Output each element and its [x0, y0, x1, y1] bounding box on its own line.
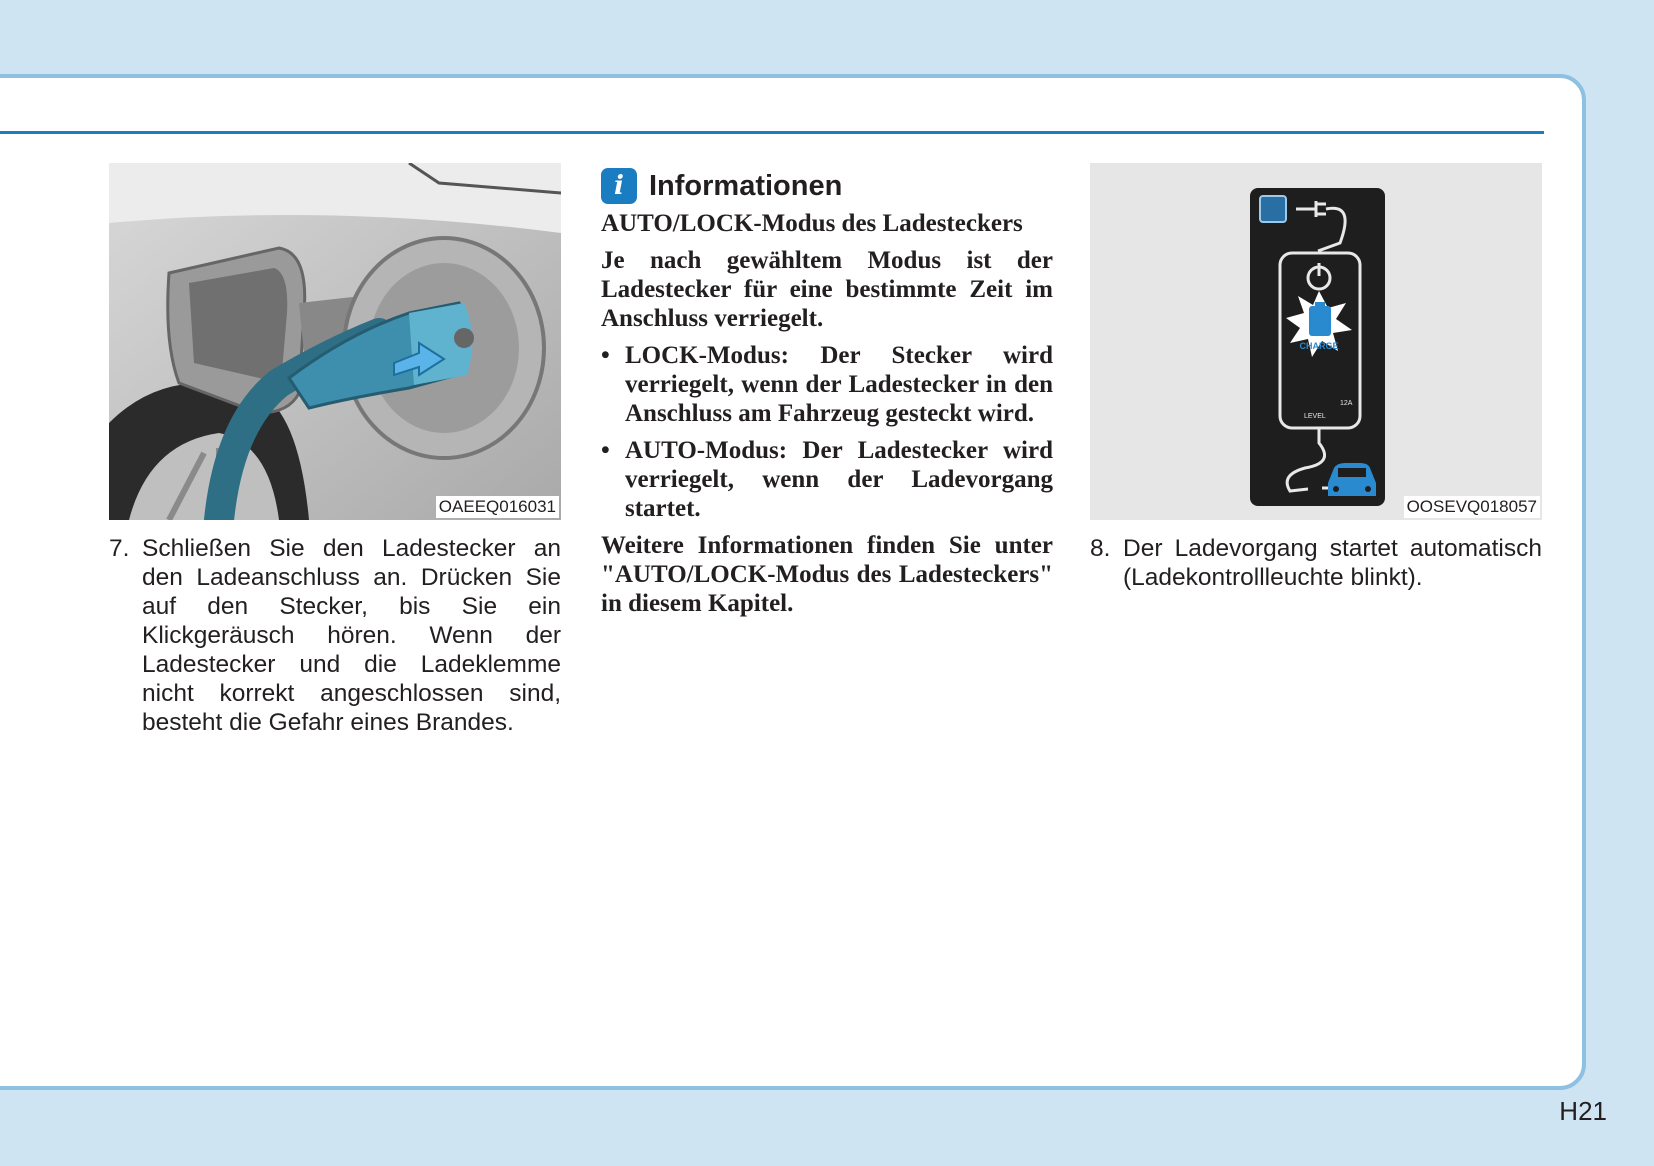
- column-left: [109, 163, 561, 737]
- page-number: H21: [1559, 1096, 1607, 1126]
- step-8: [1090, 534, 1542, 592]
- info-title: Informationen: [649, 169, 843, 202]
- charge-indicator-illustration: [1090, 163, 1542, 520]
- info-body: [601, 209, 1053, 618]
- bullet-text: AUTO-Modus: Der Ladestecker wird verriegelt, wenn der Ladevorgang startet.: [625, 437, 1053, 522]
- charge-indicator-figure: [1090, 163, 1542, 520]
- step-text: Schließen Sie den Ladestecker an den Ladeanschluss an. Drücken Sie auf den Stecker, bis Sie ein Klickgeräusch hören. Wenn der Ladestecker und die Ladeklemme nicht korrekt angeschlossen sind, besteht die Gefahr eines Brandes.: [142, 535, 561, 736]
- charge-label: CHARGE: [1299, 341, 1339, 351]
- column-right: [1090, 163, 1542, 592]
- info-footer: Weitere Informationen finden Sie unter "AUTO/LOCK-Modus des Ladesteckers" in diesem Kapitel.: [601, 532, 1053, 617]
- step-number: 8.: [1090, 535, 1111, 562]
- step-text: Der Ladevorgang startet automatisch (Ladekontrollleuchte blinkt).: [1123, 535, 1542, 591]
- bullet-dot: •: [601, 342, 610, 369]
- info-icon: i: [601, 168, 637, 204]
- bullet-text: LOCK-Modus: Der Stecker wird verriegelt, wenn der Ladestecker in den Anschluss am Fahrzeug gesteckt wird.: [625, 342, 1053, 427]
- info-bullet-auto: [601, 436, 1053, 523]
- figure-code: OOSEVQ018057: [1404, 496, 1540, 518]
- bullet-dot: •: [601, 437, 610, 464]
- charging-plug-illustration: [109, 163, 561, 520]
- level-label: LEVEL: [1304, 413, 1326, 420]
- info-bullet-lock: [601, 341, 1053, 428]
- figure-code: OAEEQ016031: [436, 496, 559, 518]
- column-middle: [601, 163, 1053, 626]
- info-intro: Je nach gewähltem Modus ist der Ladestecker für eine bestimmte Zeit im Anschluss verriegelt.: [601, 247, 1053, 332]
- info-subtitle: AUTO/LOCK-Modus des Ladesteckers: [601, 210, 1023, 237]
- step-number: 7.: [109, 535, 130, 562]
- charging-plug-figure: [109, 163, 561, 520]
- step-7: [109, 534, 561, 737]
- header-rule: [0, 131, 1544, 134]
- amp-label: 12A: [1340, 400, 1353, 407]
- info-header: [601, 163, 1053, 209]
